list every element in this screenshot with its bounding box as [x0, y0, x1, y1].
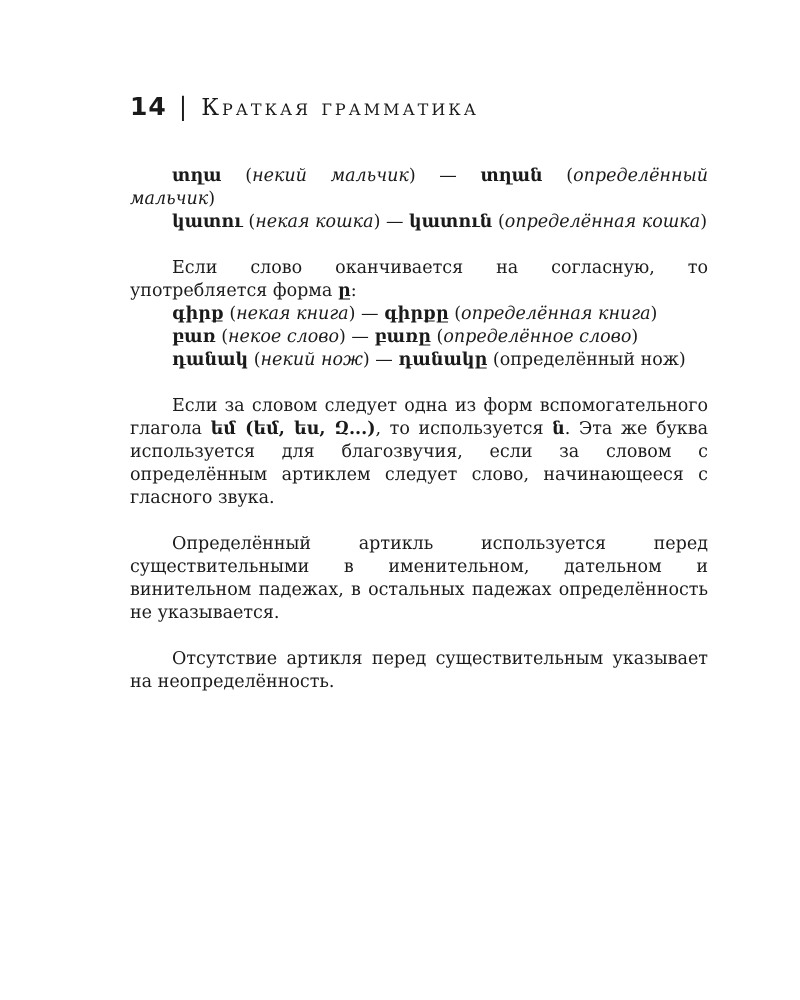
example-line: կատու (некая кошка) — կատուն (определённая кошка) [172, 212, 708, 232]
body-text [130, 165, 708, 694]
example-line: բառ (некое слово) — բառը (определённое слово) [172, 327, 639, 347]
example-line: դանակ (некий нож) — դանակը (определённый нож) [172, 350, 686, 370]
page-number: 14 [130, 92, 167, 121]
paragraph-absence: Отсутствие артикля перед существительным указывает на неопределённость. [130, 649, 708, 692]
paragraph-cases: Определённый артикль используется перед существительными в именительном, дательном и винительном падежах, в остальных падежах определённость не указывается. [130, 534, 708, 623]
page-header [130, 92, 708, 121]
running-title: Краткая грамматика [201, 95, 479, 121]
paragraph-auxiliary: Если за словом следует одна из форм вспомогательного глагола եմ (եմ, ես, Զ...), то используется ն. Эта же буква используется для благозвучия, если за словом с определённым артиклем следует слово, начинающееся с гласного звука. [130, 396, 709, 508]
header-separator: | [178, 92, 188, 121]
example-line: տղա (некий мальчик) — տղան (определённый мальчик) [130, 166, 708, 209]
paragraph-consonant: Если слово оканчивается на согласную, то употребляется форма ը: [130, 258, 708, 301]
example-line: գիրք (некая книга) — գիրքը (определённая книга) [172, 304, 658, 324]
page [130, 92, 708, 694]
